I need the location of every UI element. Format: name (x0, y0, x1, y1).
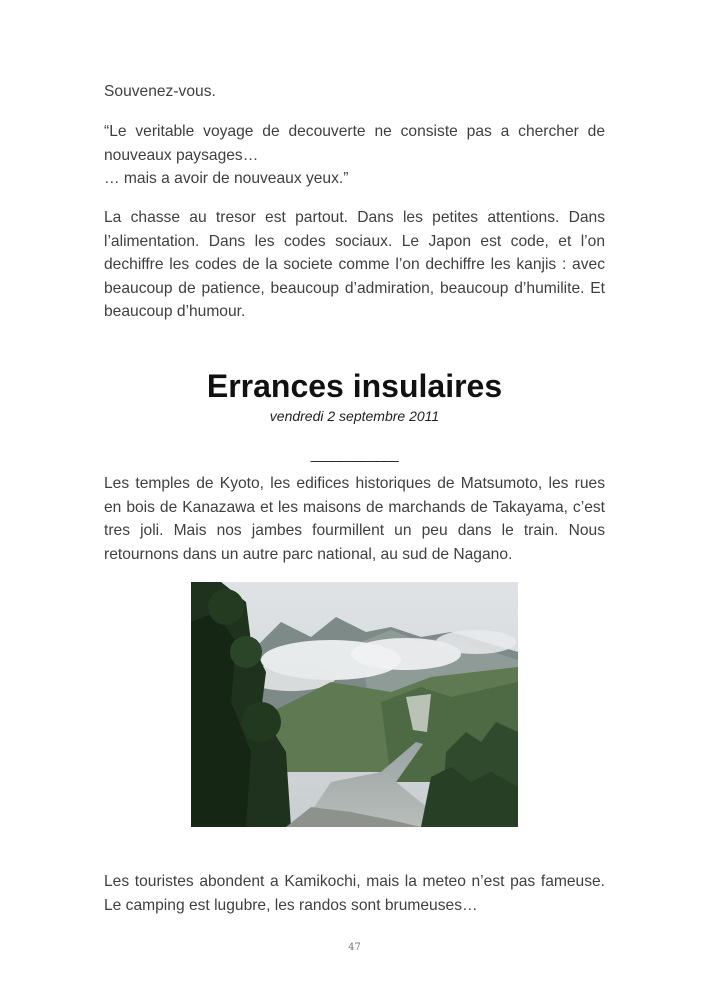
paragraph-touristes (104, 870, 605, 917)
paragraph-chasse (104, 206, 605, 324)
paragraph-text: La chasse au tresor est partout. Dans les petites attentions. Dans l’alimentation. Dans les codes sociaux. Le Japon est code, et l’on dechiffre les codes de la societe comme l’on dechiffre les kanjis : avec beaucoup de patience, beaucoup d’admiration, beaucoup d’humilite. Et beaucoup d’humour. (104, 209, 605, 320)
section-divider: ____________ (310, 446, 399, 462)
quote-line-1: “Le veritable voyage de decouverte ne consiste pas a chercher de nouveaux paysages… (104, 123, 605, 164)
paragraph-temples (104, 472, 605, 566)
paragraph-text: Les touristes abondent a Kamikochi, mais la meteo n’est pas fameuse. Le camping est lugubre, les randos sont brumeuses… (104, 873, 605, 914)
page-number: 47 (348, 942, 361, 953)
section-date: vendredi 2 septembre 2011 (269, 408, 440, 424)
paragraph-souvenez (104, 80, 605, 104)
quote-block (104, 120, 605, 191)
mountain-valley-photo (191, 582, 518, 827)
quote-line-2: … mais a avoir de nouveaux yeux.” (104, 170, 349, 187)
paragraph-text: Les temples de Kyoto, les edifices historiques de Matsumoto, les rues en bois de Kanazawa et les maisons de marchands de Takayama, c’est tres joli. Mais nos jambes fourmillent un peu dans le train. Nous retournons dans un autre parc national, au sud de Nagano. (104, 475, 605, 563)
paragraph-text: Souvenez-vous. (104, 83, 216, 100)
section-title: Errances insulaires (206, 368, 503, 404)
